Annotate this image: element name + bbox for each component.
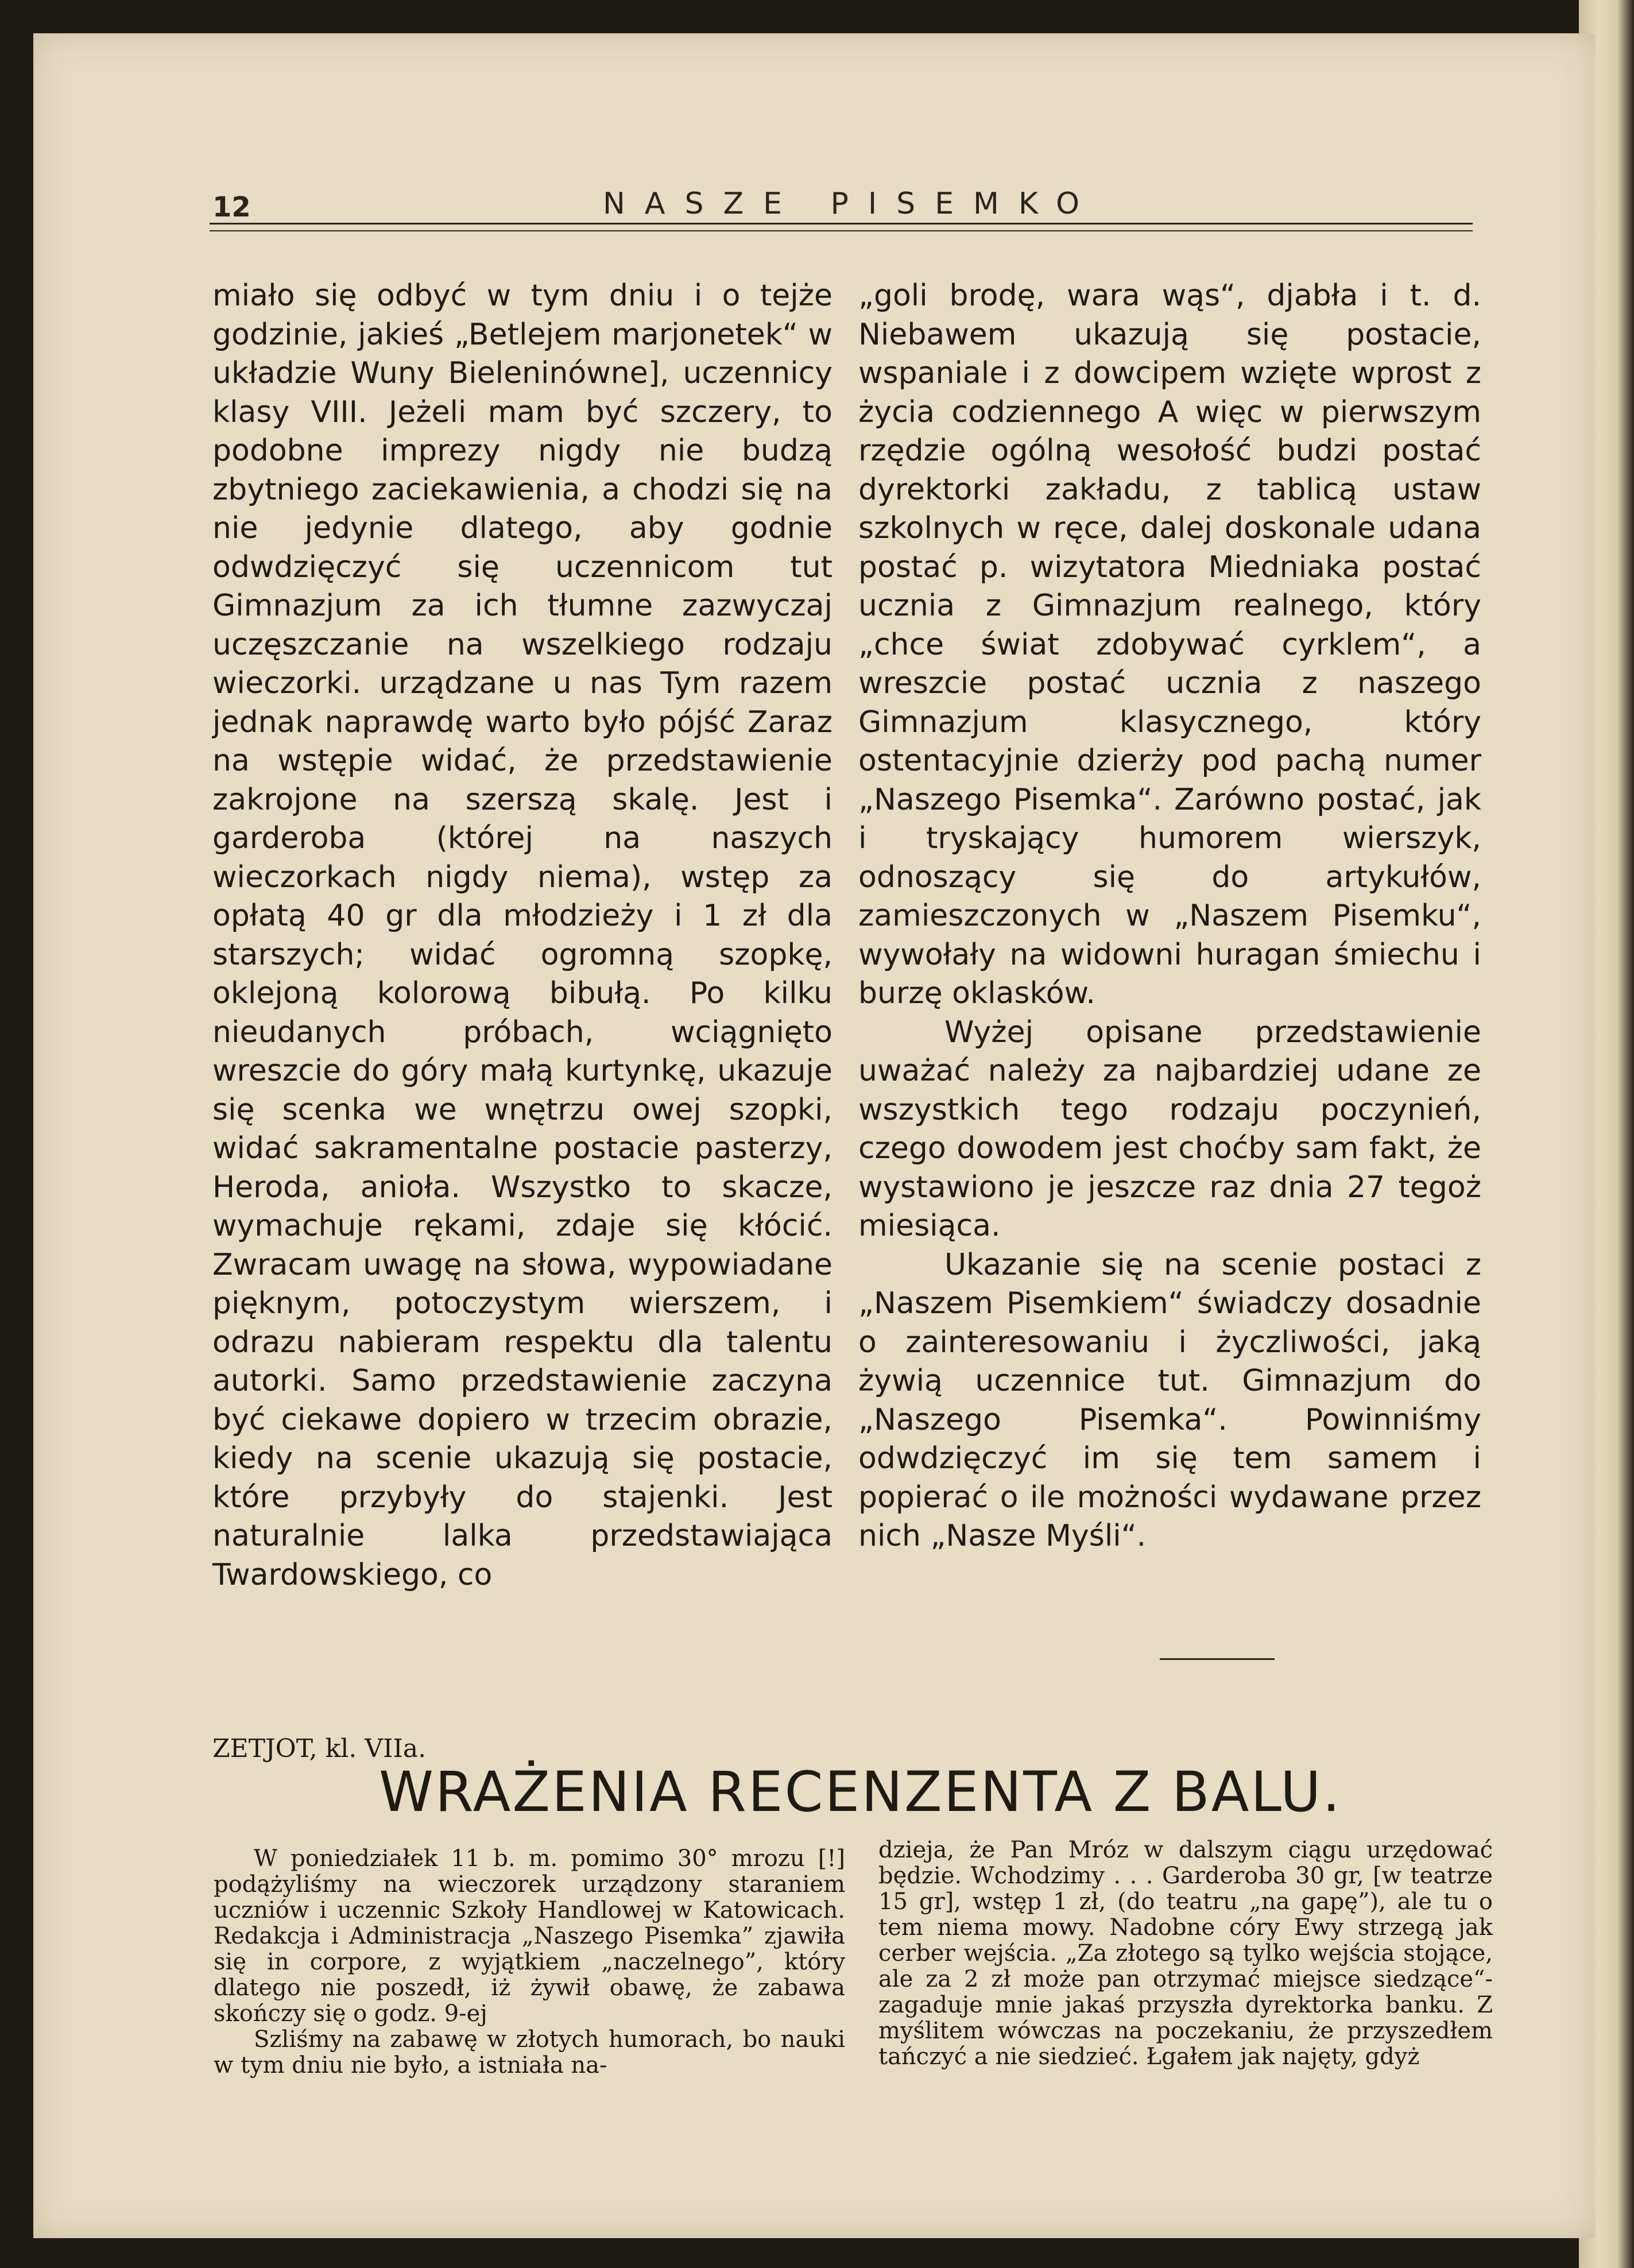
paragraph: Szliśmy na zabawę w złotych humorach, bo nauki w tym dniu nie było, a istniała na- [214, 2026, 845, 2079]
paragraph: dzieja, że Pan Mróz w dalszym ciągu urzędować będzie. Wchodzimy . . . Garderoba 30 gr, [w teatrze 15 gr], wstęp 1 zł, (do teatru „na gapę”), ale tu o tem niema mowy. Nadobne córy Ewy strzegą jak cerber wejścia. „Za złotego są tylko wejścia stojące, ale za 2 zł może pan otrzymać miejsce siedzące“- zagaduje mnie jakaś przyszła dyrektorka banku. Z myślitem wówczas na poczekaniu, że przyszedłem tańczyć a nie siedzieć. Łgałem jak najęty, gdyż [878, 1837, 1493, 2070]
paragraph: miało się odbyć w tym dniu i o tejże godzinie, jakieś „Betlejem marjonetek“ w układzie Wuny Bieleninówne], uczennicy klasy VIII. Jeżeli mam być szczery, to podobne imprezy nigdy nie budzą zbytniego zaciekawienia, a chodzi się na nie jedynie dlatego, aby godnie odwdzięczyć się uczennicom tut Gimnazjum za ich tłumne zazwyczaj uczęszczanie na wszelkiego rodzaju wieczorki. urządzane u nas Tym razem jednak naprawdę warto było pójść Zaraz na wstępie widać, że przedstawienie zakrojone na szerszą skalę. Jest i garderoba (której na naszych wieczorkach nigdy niema), wstęp za opłatą 40 gr dla młodzieży i 1 zł dla starszych; widać ogromną szopkę, oklejoną kolorową bibułą. Po kilku nieudanych próbach, wciągnięto wreszcie do góry małą kurtynkę, ukazuje się scenka we wnętrzu owej szopki, widać sakramentalne postacie pasterzy, Heroda, anioła. Wszystko to skacze, wymachuje rękami, zdaje się kłócić. Zwracam uwagę na słowa, wypowiadane pięknym, potoczystym wierszem, i odrazu nabieram respektu dla talentu autorki. Samo przedstawienie zaczyna być ciekawe dopiero w trzecim obrazie, kiedy na scenie ukazują się postacie, które przybyły do stajenki. Jest naturalnie lalka przedstawiająca Twardowskiego, co [212, 278, 833, 1592]
paragraph: Ukazanie się na scenie postaci z „Naszem Pisemkiem“ świadczy dosadnie o zainteresowaniu i życzliwości, jaką żywią uczennice tut. Gimnazjum do „Naszego Pisemka“. Powinniśmy odwdzięczyć im się tem samem i popierać o ile możności wydawane przez nich „Nasze Myśli“. [858, 1247, 1481, 1553]
header-rule [210, 223, 1473, 231]
paragraph: Wyżej opisane przedstawienie uważać należy za najbardziej udane ze wszystkich tego rodzaju poczynień, czego dowodem jest choćby sam fakt, że wystawiono je jeszcze raz dnia 27 tegoż miesiąca. [858, 1015, 1481, 1243]
article-column-left [214, 1846, 845, 2079]
column-right [858, 277, 1481, 1556]
article-column-right [878, 1837, 1493, 2070]
paragraph: W poniedziałek 11 b. m. pomimo 30° mrozu [!] podążyliśmy na wieczorek urządzony staraniem uczniów i uczennic Szkoły Handlowej w Katowicach. Redakcja i Administracja „Naszego Pisemka” zjawiła się in corpore, z wyjątkiem „naczelnego”, który dlatego nie poszedł, iż żywił obawę, że zabawa skończy się o godz. 9-ej [214, 1845, 845, 2027]
paragraph: „goli brodę, wara wąs“, djabła i t. d. Niebawem ukazują się postacie, wspaniale i z dowcipem wzięte wprost z życia codziennego A więc w pierwszym rzędzie ogólną wesołość budzi postać dyrektorki zakładu, z tablicą ustaw szkolnych w ręce, dalej doskonale udana postać p. wizytatora Miedniaka postać ucznia z Gimnazjum realnego, który „chce świat zdobywać cyrklem“, a wreszcie postać ucznia z naszego Gimnazjum klasycznego, który ostentacyjnie dzierży pod pachą numer „Naszego Pisemka“. Zarówno postać, jak i tryskający humorem wierszyk, odnoszący się do artykułów, zamieszczonych w „Naszem Pisemku“, wywołały na widowni huragan śmiechu i burzę oklasków. [858, 278, 1481, 1011]
article-byline: ZETJOT, kl. VIIa. [212, 1734, 427, 1763]
page-header [212, 187, 1470, 227]
column-left [212, 277, 833, 1594]
section-divider [1160, 1658, 1275, 1660]
page-number: 12 [212, 191, 251, 223]
running-title: NASZE PISEMKO [603, 187, 1099, 221]
article-title: WRAŻENIA RECENZENTA Z BALU. [379, 1760, 1342, 1824]
